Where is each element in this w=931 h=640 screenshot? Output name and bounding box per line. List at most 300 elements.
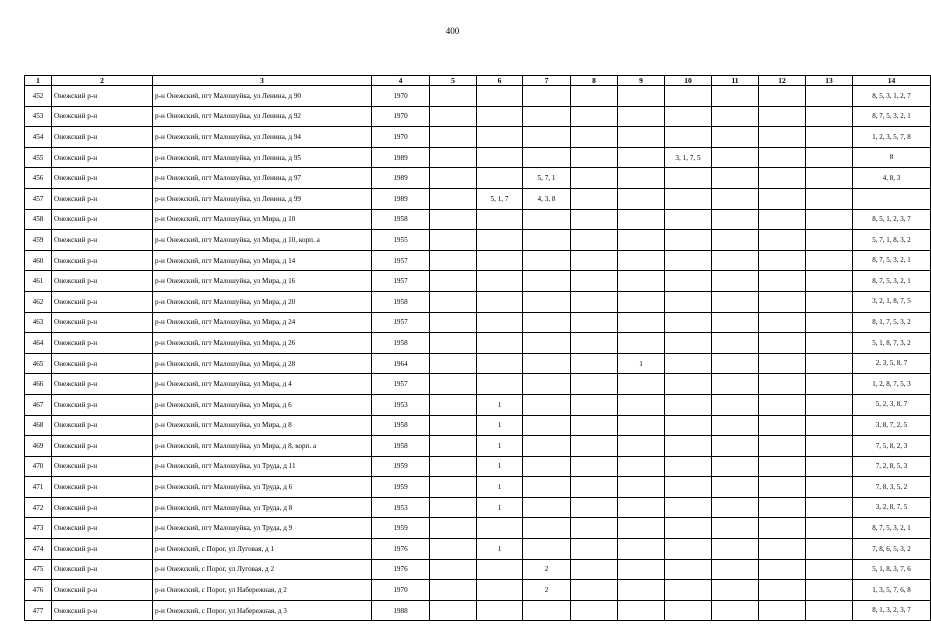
table-cell-col12 — [759, 291, 806, 312]
table-cell-col7 — [523, 477, 571, 498]
table-cell-col2: Онежский р-н — [52, 168, 153, 189]
table-row — [25, 271, 931, 292]
table-cell-col14: 8, 7, 5, 3, 2, 1 — [853, 106, 931, 127]
table-row — [25, 147, 931, 168]
table-cell-col6: 1 — [477, 497, 523, 518]
table-cell-col12 — [759, 539, 806, 560]
table-cell-col5 — [430, 600, 477, 621]
table-cell-col3: р-н Онежский, пгт Малошуйка, ул Ленина, д 99 — [153, 188, 372, 209]
table-cell-col10 — [665, 353, 712, 374]
table-cell-col2: Онежский р-н — [52, 106, 153, 127]
table-cell-col13 — [806, 188, 853, 209]
table-cell-col3: р-н Онежский, с Порог, ул Луговая, д 2 — [153, 559, 372, 580]
table-cell-col4: 1959 — [372, 456, 430, 477]
table-cell-col2: Онежский р-н — [52, 86, 153, 107]
table-cell-col8 — [571, 374, 618, 395]
table-cell-col3: р-н Онежский, пгт Малошуйка, ул Мира, д 10, корп. а — [153, 230, 372, 251]
table-cell-col13 — [806, 374, 853, 395]
table-cell-col7 — [523, 86, 571, 107]
table-row — [25, 374, 931, 395]
table-cell-col4: 1958 — [372, 415, 430, 436]
table-cell-col7: 4, 3, 8 — [523, 188, 571, 209]
table-cell-col11 — [712, 394, 759, 415]
table-cell-col14: 3, 2, 1, 8, 7, 5 — [853, 291, 931, 312]
table-cell-col11 — [712, 127, 759, 148]
table-row — [25, 436, 931, 457]
table-cell-col13 — [806, 291, 853, 312]
table-cell-col8 — [571, 230, 618, 251]
table-cell-col11 — [712, 209, 759, 230]
table-cell-col11 — [712, 374, 759, 395]
table-cell-col14: 8, 7, 5, 3, 2, 1 — [853, 271, 931, 292]
table-cell-col5 — [430, 559, 477, 580]
table-cell-col1: 454 — [25, 127, 52, 148]
table-cell-col1: 467 — [25, 394, 52, 415]
table-cell-col10 — [665, 374, 712, 395]
table-cell-col11 — [712, 600, 759, 621]
table-cell-col13 — [806, 394, 853, 415]
table-cell-col7 — [523, 271, 571, 292]
table-cell-col9 — [618, 559, 665, 580]
table-cell-col7: 2 — [523, 559, 571, 580]
table-cell-col1: 474 — [25, 539, 52, 560]
column-header-12: 12 — [759, 76, 806, 86]
table-cell-col11 — [712, 312, 759, 333]
table-cell-col7 — [523, 230, 571, 251]
table-cell-col11 — [712, 456, 759, 477]
table-cell-col4: 1955 — [372, 230, 430, 251]
table-cell-col10 — [665, 394, 712, 415]
table-cell-col5 — [430, 518, 477, 539]
table-cell-col7 — [523, 497, 571, 518]
table-cell-col2: Онежский р-н — [52, 600, 153, 621]
table-cell-col4: 1989 — [372, 147, 430, 168]
table-cell-col12 — [759, 580, 806, 601]
table-row — [25, 209, 931, 230]
table-cell-col3: р-н Онежский, пгт Малошуйка, ул Труда, д 11 — [153, 456, 372, 477]
table-cell-col10 — [665, 86, 712, 107]
table-cell-col8 — [571, 188, 618, 209]
table-cell-col1: 470 — [25, 456, 52, 477]
table-cell-col6 — [477, 312, 523, 333]
table-cell-col10 — [665, 559, 712, 580]
table-cell-col13 — [806, 456, 853, 477]
table-cell-col7: 2 — [523, 580, 571, 601]
table-cell-col13 — [806, 147, 853, 168]
table-cell-col10 — [665, 456, 712, 477]
table-cell-col10 — [665, 291, 712, 312]
table-cell-col14: 7, 5, 8, 2, 3 — [853, 436, 931, 457]
table-row — [25, 353, 931, 374]
table-cell-col12 — [759, 415, 806, 436]
table-cell-col6 — [477, 86, 523, 107]
table-cell-col12 — [759, 436, 806, 457]
table-cell-col9 — [618, 497, 665, 518]
table-row — [25, 312, 931, 333]
table-cell-col8 — [571, 353, 618, 374]
table-cell-col12 — [759, 394, 806, 415]
table-cell-col11 — [712, 518, 759, 539]
table-cell-col8 — [571, 250, 618, 271]
table-cell-col4: 1957 — [372, 374, 430, 395]
table-cell-col6 — [477, 353, 523, 374]
table-cell-col14: 1, 3, 5, 7, 6, 8 — [853, 580, 931, 601]
table-cell-col4: 1953 — [372, 497, 430, 518]
table-cell-col11 — [712, 415, 759, 436]
table-cell-col7 — [523, 456, 571, 477]
table-cell-col9 — [618, 127, 665, 148]
table-cell-col1: 472 — [25, 497, 52, 518]
table-cell-col5 — [430, 250, 477, 271]
table-cell-col10 — [665, 580, 712, 601]
table-cell-col2: Онежский р-н — [52, 539, 153, 560]
table-cell-col4: 1988 — [372, 600, 430, 621]
table-cell-col4: 1989 — [372, 188, 430, 209]
table-row — [25, 250, 931, 271]
table-cell-col6: 1 — [477, 436, 523, 457]
table-cell-col10 — [665, 333, 712, 354]
table-cell-col5 — [430, 230, 477, 251]
table-cell-col10 — [665, 497, 712, 518]
table-cell-col13 — [806, 250, 853, 271]
table-cell-col6 — [477, 580, 523, 601]
table-cell-col8 — [571, 168, 618, 189]
table-cell-col4: 1976 — [372, 539, 430, 560]
table-cell-col6: 1 — [477, 394, 523, 415]
table-cell-col4: 1989 — [372, 168, 430, 189]
table-row — [25, 188, 931, 209]
table-cell-col13 — [806, 415, 853, 436]
table-row — [25, 291, 931, 312]
table-cell-col8 — [571, 539, 618, 560]
table-cell-col5 — [430, 209, 477, 230]
table-cell-col2: Онежский р-н — [52, 394, 153, 415]
table-cell-col3: р-н Онежский, пгт Малошуйка, ул Мира, д 10 — [153, 209, 372, 230]
table-cell-col2: Онежский р-н — [52, 518, 153, 539]
table-cell-col14: 8, 1, 7, 5, 3, 2 — [853, 312, 931, 333]
table-cell-col6: 1 — [477, 456, 523, 477]
table-row — [25, 477, 931, 498]
table-cell-col8 — [571, 147, 618, 168]
table-cell-col3: р-н Онежский, пгт Малошуйка, ул Мира, д 6 — [153, 394, 372, 415]
table-cell-col6 — [477, 271, 523, 292]
table-cell-col8 — [571, 209, 618, 230]
table-cell-col2: Онежский р-н — [52, 477, 153, 498]
table-cell-col5 — [430, 436, 477, 457]
table-cell-col13 — [806, 168, 853, 189]
table-row — [25, 456, 931, 477]
table-cell-col12 — [759, 518, 806, 539]
table-cell-col3: р-н Онежский, пгт Малошуйка, ул Мира, д 4 — [153, 374, 372, 395]
table-cell-col2: Онежский р-н — [52, 312, 153, 333]
table-row — [25, 580, 931, 601]
table-cell-col10 — [665, 477, 712, 498]
table-cell-col6 — [477, 291, 523, 312]
table-cell-col13 — [806, 271, 853, 292]
column-header-5: 5 — [430, 76, 477, 86]
column-header-10: 10 — [665, 76, 712, 86]
table-cell-col2: Онежский р-н — [52, 333, 153, 354]
table-cell-col8 — [571, 477, 618, 498]
table-cell-col1: 457 — [25, 188, 52, 209]
table-cell-col5 — [430, 353, 477, 374]
table-cell-col11 — [712, 106, 759, 127]
table-cell-col8 — [571, 518, 618, 539]
table-cell-col6 — [477, 209, 523, 230]
table-cell-col7 — [523, 353, 571, 374]
table-cell-col10 — [665, 188, 712, 209]
table-cell-col12 — [759, 209, 806, 230]
table-cell-col14 — [853, 188, 931, 209]
table-cell-col1: 461 — [25, 271, 52, 292]
table-cell-col11 — [712, 477, 759, 498]
table-cell-col6: 1 — [477, 539, 523, 560]
table-cell-col14: 8, 7, 5, 3, 2, 1 — [853, 250, 931, 271]
table-cell-col8 — [571, 106, 618, 127]
table-cell-col2: Онежский р-н — [52, 559, 153, 580]
table-cell-col10: 3, 1, 7, 5 — [665, 147, 712, 168]
table-cell-col5 — [430, 497, 477, 518]
table-row — [25, 86, 931, 107]
table-cell-col12 — [759, 230, 806, 251]
table-cell-col8 — [571, 86, 618, 107]
table-cell-col3: р-н Онежский, с Порог, ул Луговая, д 1 — [153, 539, 372, 560]
table-cell-col3: р-н Онежский, пгт Малошуйка, ул Труда, д 6 — [153, 477, 372, 498]
table-cell-col2: Онежский р-н — [52, 291, 153, 312]
table-cell-col13 — [806, 312, 853, 333]
table-cell-col9 — [618, 374, 665, 395]
table-cell-col10 — [665, 312, 712, 333]
table-cell-col3: р-н Онежский, с Порог, ул Набережная, д 3 — [153, 600, 372, 621]
table-cell-col9 — [618, 86, 665, 107]
table-row — [25, 518, 931, 539]
table-cell-col5 — [430, 374, 477, 395]
table-cell-col10 — [665, 209, 712, 230]
table-cell-col1: 460 — [25, 250, 52, 271]
table-cell-col10 — [665, 250, 712, 271]
table-cell-col7 — [523, 250, 571, 271]
table-cell-col8 — [571, 497, 618, 518]
column-header-6: 6 — [477, 76, 523, 86]
table-cell-col14: 1, 2, 8, 7, 5, 3 — [853, 374, 931, 395]
table-cell-col8 — [571, 333, 618, 354]
table-cell-col14: 7, 8, 6, 5, 3, 2 — [853, 539, 931, 560]
table-cell-col2: Онежский р-н — [52, 271, 153, 292]
column-header-14: 14 — [853, 76, 931, 86]
page-number: 400 — [445, 26, 460, 36]
column-header-9: 9 — [618, 76, 665, 86]
table-cell-col9 — [618, 600, 665, 621]
table-cell-col6 — [477, 333, 523, 354]
table-cell-col14: 8, 1, 3, 2, 3, 7 — [853, 600, 931, 621]
table-cell-col8 — [571, 559, 618, 580]
table-cell-col3: р-н Онежский, пгт Малошуйка, ул Ленина, д 90 — [153, 86, 372, 107]
table-cell-col9 — [618, 539, 665, 560]
table-row — [25, 539, 931, 560]
table-cell-col12 — [759, 456, 806, 477]
table-cell-col11 — [712, 168, 759, 189]
table-cell-col7 — [523, 333, 571, 354]
table-row — [25, 106, 931, 127]
table-cell-col4: 1959 — [372, 518, 430, 539]
table-cell-col6: 5, 1, 7 — [477, 188, 523, 209]
table-cell-col10 — [665, 539, 712, 560]
column-header-1: 1 — [25, 76, 52, 86]
table-cell-col13 — [806, 209, 853, 230]
table-cell-col12 — [759, 250, 806, 271]
table-cell-col1: 463 — [25, 312, 52, 333]
table-cell-col2: Онежский р-н — [52, 436, 153, 457]
table-row — [25, 559, 931, 580]
table-cell-col14: 5, 2, 3, 8, 7 — [853, 394, 931, 415]
table-cell-col8 — [571, 456, 618, 477]
table-cell-col2: Онежский р-н — [52, 456, 153, 477]
table-cell-col14: 8, 7, 5, 3, 2, 1 — [853, 518, 931, 539]
table-cell-col9 — [618, 188, 665, 209]
table-cell-col3: р-н Онежский, пгт Малошуйка, ул Мира, д 16 — [153, 271, 372, 292]
table-cell-col8 — [571, 415, 618, 436]
table-cell-col14: 4, 8, 3 — [853, 168, 931, 189]
table-cell-col13 — [806, 477, 853, 498]
table-cell-col11 — [712, 539, 759, 560]
table-cell-col5 — [430, 127, 477, 148]
table-cell-col7 — [523, 436, 571, 457]
table-cell-col2: Онежский р-н — [52, 209, 153, 230]
table-cell-col11 — [712, 291, 759, 312]
table-cell-col14: 8, 5, 3, 1, 2, 7 — [853, 86, 931, 107]
table-cell-col1: 462 — [25, 291, 52, 312]
table-cell-col5 — [430, 415, 477, 436]
table-cell-col11 — [712, 497, 759, 518]
table-cell-col1: 466 — [25, 374, 52, 395]
table-cell-col14: 5, 1, 8, 7, 3, 2 — [853, 333, 931, 354]
table-cell-col14: 5, 7, 1, 8, 3, 2 — [853, 230, 931, 251]
table-cell-col4: 1958 — [372, 209, 430, 230]
table-cell-col5 — [430, 106, 477, 127]
table-cell-col8 — [571, 291, 618, 312]
table-cell-col12 — [759, 168, 806, 189]
table-cell-col5 — [430, 333, 477, 354]
table-cell-col2: Онежский р-н — [52, 353, 153, 374]
table-cell-col1: 456 — [25, 168, 52, 189]
table-cell-col12 — [759, 188, 806, 209]
table-cell-col3: р-н Онежский, пгт Малошуйка, ул Ленина, д 97 — [153, 168, 372, 189]
table-cell-col3: р-н Онежский, пгт Малошуйка, ул Труда, д 8 — [153, 497, 372, 518]
table-cell-col8 — [571, 127, 618, 148]
table-cell-col4: 1953 — [372, 394, 430, 415]
table-cell-col8 — [571, 394, 618, 415]
table-cell-col13 — [806, 127, 853, 148]
table-cell-col5 — [430, 539, 477, 560]
table-cell-col9 — [618, 436, 665, 457]
table-cell-col10 — [665, 127, 712, 148]
table-cell-col1: 469 — [25, 436, 52, 457]
table-cell-col11 — [712, 250, 759, 271]
table-cell-col3: р-н Онежский, пгт Малошуйка, ул Мира, д 26 — [153, 333, 372, 354]
table-cell-col2: Онежский р-н — [52, 250, 153, 271]
table-cell-col14: 8, 5, 1, 2, 3, 7 — [853, 209, 931, 230]
table-cell-col12 — [759, 374, 806, 395]
table-cell-col12 — [759, 497, 806, 518]
table-cell-col6 — [477, 250, 523, 271]
table-cell-col8 — [571, 312, 618, 333]
table-cell-col3: р-н Онежский, пгт Малошуйка, ул Мира, д 8 — [153, 415, 372, 436]
header-row — [25, 76, 931, 86]
table-cell-col14: 8 — [853, 147, 931, 168]
table-cell-col10 — [665, 436, 712, 457]
table-cell-col3: р-н Онежский, пгт Малошуйка, ул Ленина, д 95 — [153, 147, 372, 168]
table-cell-col6: 1 — [477, 415, 523, 436]
table-cell-col9 — [618, 580, 665, 601]
table-row — [25, 127, 931, 148]
table-cell-col3: р-н Онежский, с Порог, ул Набережная, д 2 — [153, 580, 372, 601]
table-cell-col7 — [523, 539, 571, 560]
table-cell-col13 — [806, 600, 853, 621]
table-cell-col1: 459 — [25, 230, 52, 251]
table-cell-col7 — [523, 291, 571, 312]
table-cell-col12 — [759, 477, 806, 498]
table-cell-col13 — [806, 497, 853, 518]
table-cell-col5 — [430, 291, 477, 312]
table-cell-col12 — [759, 353, 806, 374]
table-cell-col2: Онежский р-н — [52, 580, 153, 601]
table-cell-col7: 5, 7, 1 — [523, 168, 571, 189]
table-cell-col3: р-н Онежский, пгт Малошуйка, ул Мира, д 28 — [153, 353, 372, 374]
table-cell-col11 — [712, 559, 759, 580]
table-cell-col12 — [759, 333, 806, 354]
table-cell-col4: 1970 — [372, 580, 430, 601]
table-cell-col10 — [665, 271, 712, 292]
table-cell-col10 — [665, 168, 712, 189]
table-cell-col6 — [477, 600, 523, 621]
table-cell-col6 — [477, 518, 523, 539]
table-cell-col7 — [523, 127, 571, 148]
table-row — [25, 497, 931, 518]
table-cell-col5 — [430, 477, 477, 498]
table-cell-col9 — [618, 456, 665, 477]
table-cell-col4: 1976 — [372, 559, 430, 580]
table-cell-col7 — [523, 312, 571, 333]
table-cell-col12 — [759, 559, 806, 580]
table-cell-col3: р-н Онежский, пгт Малошуйка, ул Ленина, д 92 — [153, 106, 372, 127]
table-cell-col3: р-н Онежский, пгт Малошуйка, ул Мира, д 24 — [153, 312, 372, 333]
table-cell-col2: Онежский р-н — [52, 415, 153, 436]
table-cell-col13 — [806, 353, 853, 374]
column-header-7: 7 — [523, 76, 571, 86]
table-cell-col2: Онежский р-н — [52, 374, 153, 395]
table-cell-col1: 452 — [25, 86, 52, 107]
table-cell-col7 — [523, 147, 571, 168]
table-row — [25, 230, 931, 251]
table-cell-col13 — [806, 436, 853, 457]
table-cell-col5 — [430, 312, 477, 333]
table-cell-col4: 1959 — [372, 477, 430, 498]
table-cell-col12 — [759, 147, 806, 168]
table-cell-col9 — [618, 291, 665, 312]
table-row — [25, 168, 931, 189]
column-header-11: 11 — [712, 76, 759, 86]
table-cell-col9 — [618, 168, 665, 189]
table-cell-col4: 1970 — [372, 86, 430, 107]
table-cell-col14: 7, 2, 8, 5, 3 — [853, 456, 931, 477]
table-cell-col9 — [618, 312, 665, 333]
table-cell-col2: Онежский р-н — [52, 188, 153, 209]
table-cell-col8 — [571, 600, 618, 621]
table-cell-col4: 1970 — [372, 106, 430, 127]
table-cell-col13 — [806, 580, 853, 601]
table-cell-col12 — [759, 127, 806, 148]
table-cell-col6 — [477, 230, 523, 251]
